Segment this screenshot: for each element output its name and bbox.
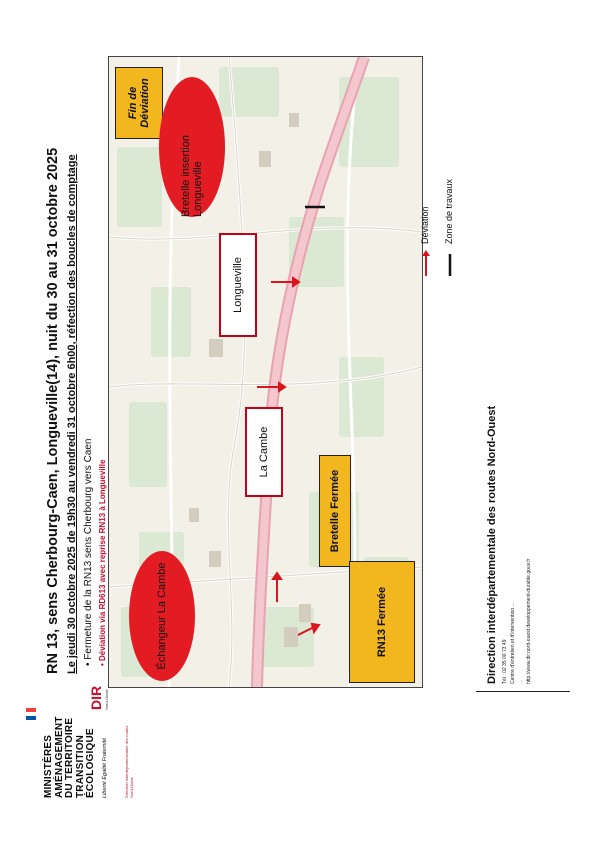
footer-line: Centre d'entretien et d'intervention ... <box>510 602 516 684</box>
bullet-closure: • Fermeture de la RN13 sens Cherbourg vers Caen <box>83 438 94 666</box>
legend-deviation: Déviation <box>420 206 430 244</box>
legend-works-zone: Zone de travaux <box>444 178 454 244</box>
page-title: RN 13, sens Cherbourg-Caen, Longueville(14), nuit du 30 au 31 octobre 2025 <box>45 147 61 674</box>
label-bretelle-fermee: Bretelle Fermée <box>319 455 351 567</box>
french-flag-icon <box>26 708 36 720</box>
ministry-logo-block <box>20 694 134 834</box>
label-fin-deviation: Fin de Déviation <box>115 67 163 139</box>
label-bretelle-insertion: Bretelle insertion Longueville <box>159 77 225 217</box>
label-longueville: Longueville <box>219 233 257 337</box>
dir-sub: Nord-Ouest <box>104 689 109 710</box>
footer-divider <box>476 691 570 692</box>
footer-line: Tél : 02 35 00 73 49 <box>502 639 508 684</box>
footer-line: ... <box>518 679 524 684</box>
ministry-small-text: Direction interdépartementale des routes Nord-Ouest <box>124 725 134 798</box>
footer-line: http://www.dir.nord-ouest.developpement-durable.gouv.fr <box>526 558 532 684</box>
dir-logo: DIR <box>88 685 104 710</box>
legend <box>412 60 468 280</box>
footer-title: Direction interdépartementale des routes Nord-Ouest <box>486 405 498 684</box>
label-la-cambe: La Cambe <box>245 407 283 497</box>
motto: Liberté Égalité Fraternité <box>102 737 108 798</box>
notice-subtitle: Le jeudi 30 octobre 2025 de 19h30 au vendredi 31 octobre 6h00, réfection des boucles de comptage <box>66 154 78 674</box>
legend-symbols <box>412 250 462 280</box>
label-echangeur-la-cambe: Échangeur La Cambe <box>129 551 195 681</box>
bullet-deviation: • Déviation via RD613 avec reprise RN13 à Longueville <box>98 459 107 666</box>
ministry-name: MINISTÈRES AMÉNAGEMENT DU TERRITOIRE TRANSITION ÉCOLOGIQUE <box>43 716 96 798</box>
label-rn13-fermee: RN13 Fermée <box>349 561 415 683</box>
map-area <box>108 56 423 688</box>
